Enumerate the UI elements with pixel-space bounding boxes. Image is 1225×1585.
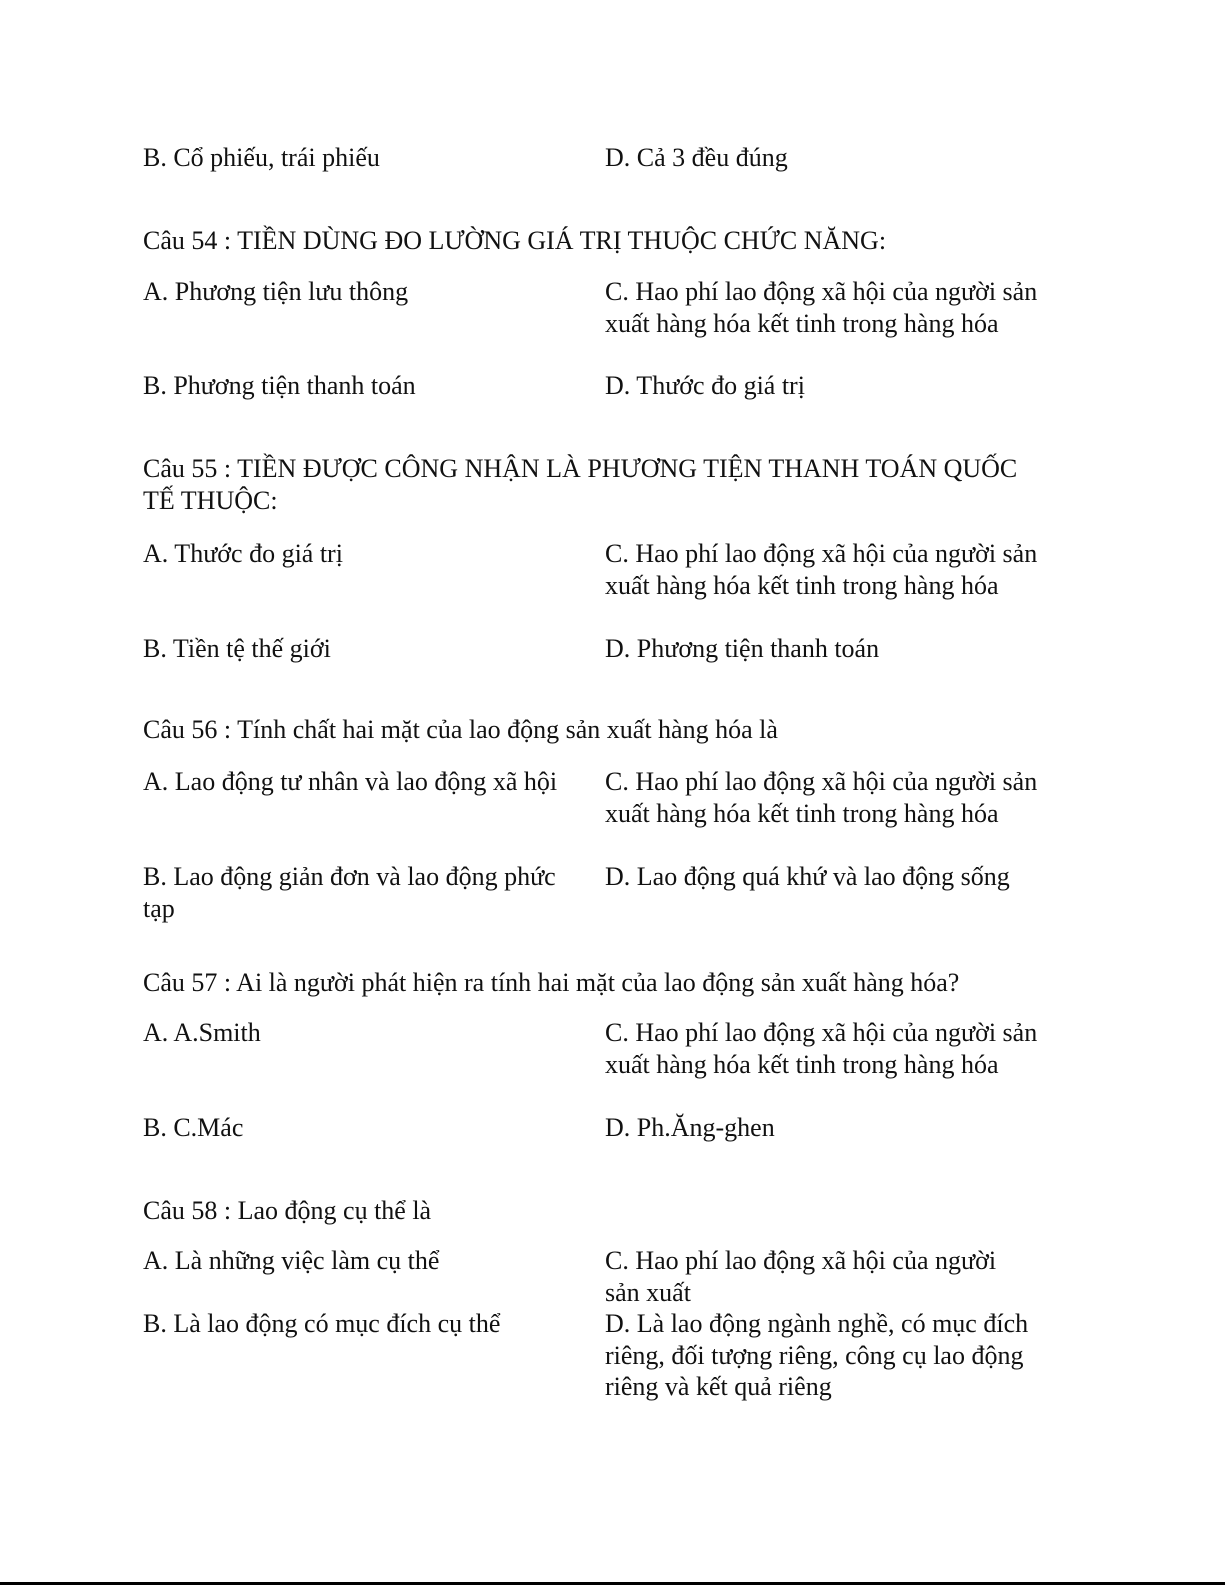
option-d-prev: D. Cả 3 đều đúng — [605, 143, 788, 172]
question-56-stem: Câu 56 : Tính chất hai mặt của lao động sản xuất hàng hóa là — [143, 715, 778, 744]
question-54-option-a: A. Phương tiện lưu thông — [143, 277, 409, 306]
question-55-option-b: B. Tiền tệ thế giới — [143, 634, 331, 663]
question-56-option-c: C. Hao phí lao động xã hội của người sản xuất hàng hóa kết tinh trong hàng hóa — [605, 767, 1038, 828]
question-56-option-d: D. Lao động quá khứ và lao động sống — [605, 862, 1010, 891]
question-57-stem: Câu 57 : Ai là người phát hiện ra tính hai mặt của lao động sản xuất hàng hóa? — [143, 968, 960, 997]
question-57-option-d: D. Ph.Ăng-ghen — [605, 1113, 775, 1142]
question-54-option-b: B. Phương tiện thanh toán — [143, 371, 416, 400]
question-55-option-d: D. Phương tiện thanh toán — [605, 634, 880, 663]
question-56-option-a: A. Lao động tư nhân và lao động xã hội — [143, 767, 558, 796]
question-54-stem: Câu 54 : TIỀN DÙNG ĐO LƯỜNG GIÁ TRỊ THUỘC CHỨC NĂNG: — [143, 226, 887, 255]
question-54-option-c: C. Hao phí lao động xã hội của người sản xuất hàng hóa kết tinh trong hàng hóa — [605, 277, 1038, 338]
question-57-option-b: B. C.Mác — [143, 1113, 244, 1142]
question-55-option-a: A. Thước đo giá trị — [143, 539, 343, 568]
question-57-option-c: C. Hao phí lao động xã hội của người sản xuất hàng hóa kết tinh trong hàng hóa — [605, 1018, 1038, 1079]
question-56-option-b: B. Lao động giản đơn và lao động phức tạp — [143, 862, 556, 923]
question-58-option-a: A. Là những việc làm cụ thể — [143, 1246, 440, 1275]
question-58-option-d: D. Là lao động ngành nghề, có mục đích riêng, đối tượng riêng, công cụ lao động riêng và kết quả riêng — [605, 1309, 1029, 1401]
question-58-stem: Câu 58 : Lao động cụ thể là — [143, 1196, 432, 1225]
question-55-stem: Câu 55 : TIỀN ĐƯỢC CÔNG NHẬN LÀ PHƯƠNG TIỆN THANH TOÁN QUỐC TẾ THUỘC: — [143, 454, 1018, 515]
question-58-option-b: B. Là lao động có mục đích cụ thể — [143, 1309, 501, 1338]
question-55-option-c: C. Hao phí lao động xã hội của người sản xuất hàng hóa kết tinh trong hàng hóa — [605, 539, 1038, 600]
option-b-prev: B. Cổ phiếu, trái phiếu — [143, 143, 380, 172]
question-57-option-a: A. A.Smith — [143, 1018, 261, 1047]
question-54-option-d: D. Thước đo giá trị — [605, 371, 805, 400]
question-58-option-c: C. Hao phí lao động xã hội của người sản xuất — [605, 1246, 997, 1307]
